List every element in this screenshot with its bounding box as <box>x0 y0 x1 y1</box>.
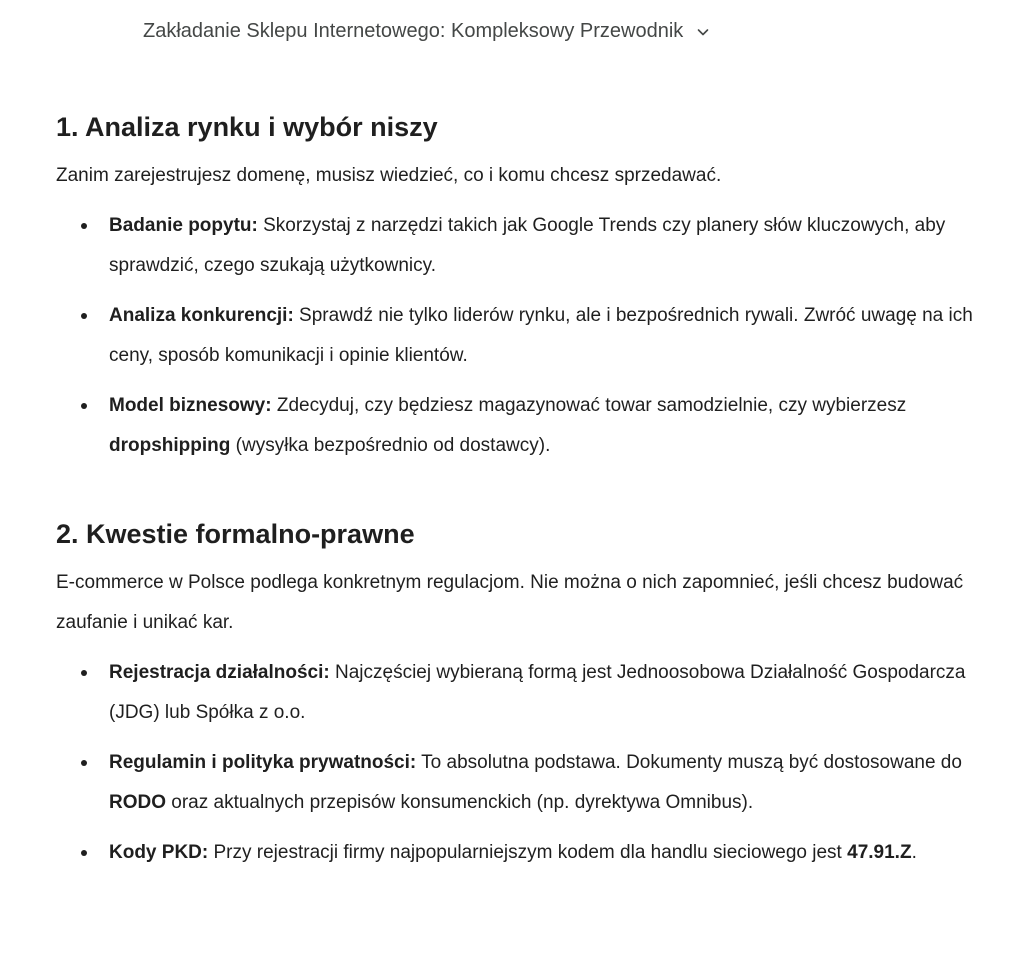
list-item <box>56 743 1006 823</box>
bullet-icon <box>81 403 87 409</box>
bullet-icon <box>81 313 87 319</box>
item-text: (wysyłka bezpośrednio od dostawcy). <box>230 435 551 456</box>
item-text: Najczęściej wybieraną formą jest Jednoosobowa Działalność Gospodarcza (JDG) lub Spółka z o.o. <box>109 662 966 723</box>
list-item <box>56 833 1006 873</box>
section-intro: Zanim zarejestrujesz domenę, musisz wiedzieć, co i komu chcesz sprzedawać. <box>56 165 722 186</box>
item-text: Zdecyduj, czy będziesz magazynować towar samodzielnie, czy wybierzesz <box>271 395 907 416</box>
response-content <box>56 108 1006 863</box>
conversation-title: Zakładanie Sklepu Internetowego: Kompleksowy Przewodnik <box>143 20 684 42</box>
list-item <box>56 206 1006 286</box>
section-heading: 1. Analiza rynku i wybór niszy <box>56 112 438 142</box>
item-text: To absolutna podstawa. Dokumenty muszą być dostosowane do <box>416 752 962 773</box>
item-text: . <box>911 842 917 863</box>
item-text: oraz aktualnych przepisów konsumenckich (np. dyrektywa Omnibus). <box>166 792 754 813</box>
item-label: Model biznesowy: <box>109 395 272 416</box>
list-item <box>56 296 1006 376</box>
list-item <box>56 653 1006 733</box>
item-label: Badanie popytu: <box>109 215 258 236</box>
chevron-down-icon <box>695 24 711 40</box>
item-emphasis: 47.91.Z <box>847 842 912 863</box>
section-heading: 2. Kwestie formalno-prawne <box>56 519 415 549</box>
item-label: Kody PKD: <box>109 842 209 863</box>
item-emphasis: RODO <box>109 792 166 813</box>
item-text: Przy rejestracji firmy najpopularniejszym kodem dla handlu sieciowego jest <box>208 842 848 863</box>
item-label: Analiza konkurencji: <box>109 305 294 326</box>
bullet-icon <box>81 850 87 856</box>
top-bar <box>0 0 1029 70</box>
bullet-list <box>56 206 1006 466</box>
section-market-analysis <box>56 108 1006 466</box>
bullet-icon <box>81 223 87 229</box>
bullet-list <box>56 653 1006 873</box>
item-label: Regulamin i polityka prywatności: <box>109 752 417 773</box>
bullet-icon <box>81 760 87 766</box>
list-item <box>56 386 1006 466</box>
conversation-title-dropdown[interactable] <box>143 20 711 43</box>
bullet-icon <box>81 670 87 676</box>
item-label: Rejestracja działalności: <box>109 662 330 683</box>
section-intro: E-commerce w Polsce podlega konkretnym regulacjom. Nie można o nich zapomnieć, jeśli chcesz budować zaufanie i unikać kar. <box>56 572 964 633</box>
item-emphasis: dropshipping <box>109 435 231 456</box>
section-legal <box>56 515 1006 873</box>
item-text: Skorzystaj z narzędzi takich jak Google Trends czy planery słów kluczowych, aby sprawdzić, czego szukają użytkownicy. <box>109 215 946 276</box>
item-text: Sprawdź nie tylko liderów rynku, ale i bezpośrednich rywali. Zwróć uwagę na ich ceny, sposób komunikacji i opinie klientów. <box>109 305 973 366</box>
